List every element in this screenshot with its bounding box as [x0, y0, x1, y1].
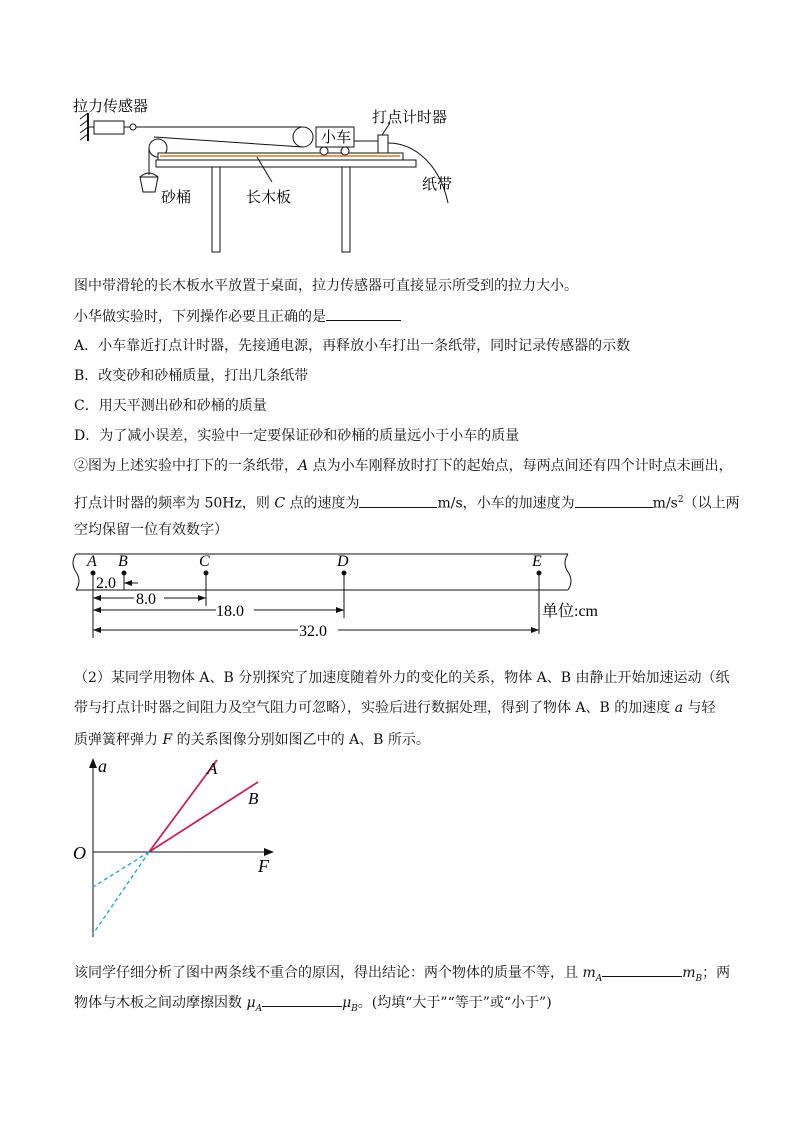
- line-a-extension: [93, 852, 149, 934]
- line-a-label: A: [207, 759, 218, 778]
- distance-ac: 8.0: [136, 591, 156, 608]
- q2-unit-sup: 2: [677, 495, 684, 505]
- friction-compare-blank[interactable]: [262, 992, 342, 1007]
- conclusion-text-4: 。(均填“大于”“等于”或“小于”): [357, 995, 552, 1011]
- part2-symbol-a: a: [674, 700, 684, 716]
- option-a: A．小车靠近打点计时器，先接通电源，再释放小车打出一条纸带，同时记录传感器的示数: [74, 338, 631, 354]
- mu-b-sub: B: [351, 1003, 358, 1014]
- option-d: D．为了减小误差，实验中一定要保证砂和砂桶的质量远小于小车的质量: [74, 428, 520, 444]
- acceleration-blank[interactable]: [575, 493, 653, 508]
- conclusion-text-1: 该同学仔细分析了图中两条线不重合的原因，得出结论：两个物体的质量不等，且: [74, 965, 583, 981]
- tape-label: 纸带: [422, 175, 453, 193]
- part2-symbol-f: F: [162, 732, 173, 748]
- mu-b-symbol: μ: [342, 995, 352, 1011]
- q2-text-6: （以上两: [683, 495, 740, 512]
- timer-label: 打点计时器: [372, 108, 448, 126]
- option-c: C．用天平测出砂和砂桶的质量: [74, 398, 267, 414]
- mu-a-sub: A: [255, 1003, 263, 1014]
- intro-text: 图中带滑轮的长木板水平放置于桌面，拉力传感器可直接显示所受到的拉力大小。: [74, 278, 578, 294]
- mass-a-sub: A: [595, 973, 603, 984]
- option-b: B．改变砂和砂桶质量，打出几条纸带: [74, 368, 309, 384]
- point-label-b: B: [118, 553, 128, 570]
- q2-unit: m/s: [652, 495, 678, 512]
- apparatus-diagram: [60, 85, 480, 260]
- question-2-line1: [74, 456, 733, 476]
- mu-a-symbol: μ: [246, 995, 256, 1011]
- answer-blank-1[interactable]: [326, 306, 401, 321]
- line-b: [149, 782, 258, 852]
- conclusion-line2: [74, 992, 552, 1019]
- q2-text-2: 点为小车刚释放时打下的起始点，每两点间还有四个计时点未画出，: [308, 458, 733, 474]
- mass-compare-blank[interactable]: [602, 962, 682, 977]
- a-vs-f-graph: [60, 752, 290, 947]
- q2-text-5: m/s，小车的加速度为: [437, 495, 575, 512]
- distance-ad: 18.0: [216, 603, 244, 620]
- conclusion-text-3: 物体与木板之间动摩擦因数: [74, 995, 247, 1011]
- point-label-a: A: [87, 553, 97, 570]
- bucket-label: 砂桶: [161, 188, 192, 206]
- sand-bucket: [140, 177, 158, 192]
- distance-ab: 2.0: [96, 575, 116, 592]
- point-label-e: E: [532, 553, 542, 570]
- y-axis-label: a: [98, 756, 107, 776]
- q2-point-a: A: [298, 458, 309, 474]
- point-label-d: D: [337, 553, 349, 570]
- mass-b-sub: B: [695, 973, 703, 984]
- part2-line1: （2）某同学用物体 A、B 分别探究了加速度随着外力的变化的关系，物体 A、B 由静止开始加速运动（纸: [74, 670, 730, 686]
- tape-diagram: [66, 546, 598, 646]
- origin-label: O: [73, 843, 86, 863]
- q2-text-1: ②图为上述实验中打下的一条纸带，: [74, 458, 298, 474]
- part2-line3: [74, 730, 430, 750]
- question-1-text: 小华做实验时，下列操作必要且正确的是: [74, 309, 326, 325]
- unit-label: 单位:cm: [542, 603, 598, 620]
- line-b-label: B: [248, 789, 259, 808]
- conclusion-line1: [74, 962, 730, 989]
- velocity-blank[interactable]: [359, 493, 437, 508]
- cart-label: 小车: [321, 128, 352, 146]
- part2-line2: [74, 698, 716, 718]
- force-sensor: [94, 121, 124, 134]
- part2-text-1: 带与打点计时器之间阻力及空气阻力可忽略），实验后进行数据处理，得到了物体 A、B 的加速度: [74, 700, 675, 716]
- q2-point-c: C: [274, 495, 286, 512]
- part2-text-2: 与轻: [683, 700, 716, 716]
- question-1-stem: [74, 306, 401, 327]
- question-2-line2: [74, 490, 740, 514]
- board-label: 长木板: [246, 188, 292, 206]
- conclusion-text-2: ；两: [702, 965, 731, 981]
- mass-a-symbol: m: [582, 965, 596, 981]
- distance-ae: 32.0: [299, 623, 327, 640]
- paper-tape: [388, 143, 448, 203]
- x-axis-label: F: [258, 856, 269, 876]
- cart-pulley: [293, 127, 313, 147]
- line-b-extension: [93, 852, 149, 887]
- point-label-c: C: [199, 553, 210, 570]
- q2-text-3: 打点计时器的频率为 50Hz，则: [74, 495, 275, 512]
- sensor-label: 拉力传感器: [73, 97, 149, 115]
- part2-text-3: 质弹簧秤弹力: [74, 732, 163, 748]
- mass-b-symbol: m: [682, 965, 696, 981]
- timer: [378, 135, 388, 153]
- part2-text-4: 的关系图像分别如图乙中的 A、B 所示。: [172, 732, 430, 748]
- q2-text-4: 点的速度为: [285, 495, 360, 512]
- question-2-line3: 空均保留一位有效数字）: [74, 522, 228, 538]
